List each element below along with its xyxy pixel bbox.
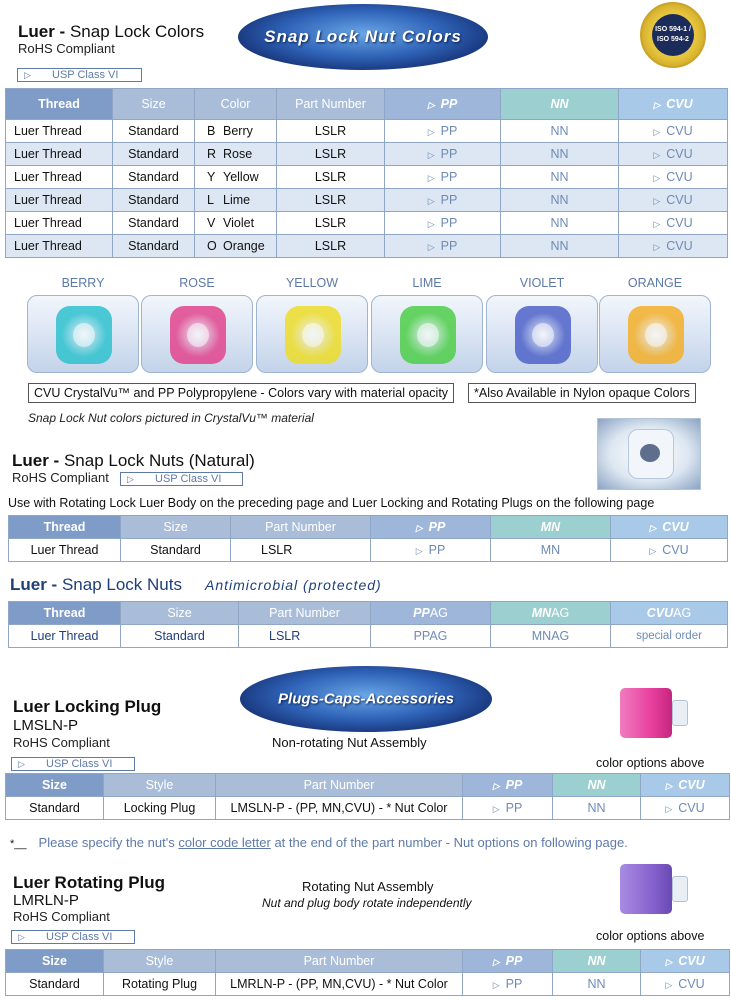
section5-rohs: RoHS Compliant (13, 909, 110, 924)
section3-subtitle: Antimicrobial (protected) (205, 577, 382, 593)
locking-plug-table: Size Style Part Number ▷ PP NN ▷ CVU Standard Locking Plug LMSLN-P - (PP, MN,CVU) - * Nut Color ▷ PP NN ▷ CVU (5, 773, 730, 820)
material-note: CVU CrystalVu™ and PP Polypropylene - Colors vary with material opacity (28, 383, 454, 403)
nut-image (170, 306, 226, 364)
col-thread: Thread (6, 89, 113, 120)
footnote: *__ Please specify the nut's color code letter at the end of the part number - Nut options on following page. (10, 835, 628, 850)
nut-image (56, 306, 112, 364)
nut-image (400, 306, 456, 364)
section4-usp-badge: ▷ USP Class VI (11, 757, 135, 771)
section5-title: Luer Rotating Plug (13, 873, 166, 892)
section5-usp-badge: ▷ USP Class VI (11, 930, 135, 944)
col-color: Color (195, 89, 277, 120)
section2-title: Luer - Snap Lock Nuts (Natural) (12, 451, 255, 470)
section2-usp-badge: ▷ USP Class VI (120, 472, 243, 486)
rotating-plug-photo (612, 864, 692, 914)
section1-usp-badge: ▷ USP Class VI (17, 68, 142, 82)
section2-description: Use with Rotating Lock Luer Body on the preceding page and Luer Locking and Rotating Plugs on the following page (8, 496, 655, 510)
natural-nut-photo (597, 418, 701, 490)
swatch-rose (141, 295, 253, 373)
pictured-note: Snap Lock Nut colors pictured in CrystalVu™ material (28, 411, 314, 425)
antimicrobial-table: Thread Size Part Number PPAG MNAG CVUAG Luer Thread Standard LSLR PPAG MNAG special order (8, 601, 728, 648)
swatch-label-berry: BERRY (61, 276, 105, 290)
swatch-berry (27, 295, 139, 373)
color-code-link[interactable]: color code letter (178, 835, 271, 850)
section5-assembly-note: Nut and plug body rotate independently (262, 896, 472, 910)
triangle-icon: ▷ (24, 70, 31, 80)
swatch-label-lime: LIME (412, 276, 442, 290)
nut-image (285, 306, 341, 364)
rotating-plug-table: Size Style Part Number ▷ PP NN ▷ CVU Standard Rotating Plug LMRLN-P - (PP, MN,CVU) - * Nut Color ▷ PP NN ▷ CVU (5, 949, 730, 996)
snap-lock-banner: Snap Lock Nut Colors (238, 4, 488, 70)
swatch-violet (486, 295, 598, 373)
swatch-label-yellow: YELLOW (285, 276, 339, 290)
table-row: Luer Thread Standard V Violet LSLR ▷ PP NN ▷ CVU (6, 212, 728, 235)
section1-title: Luer - Snap Lock Colors (18, 22, 205, 41)
section4-color-options: color options above (596, 756, 705, 770)
table-row: Luer Thread Standard Y Yellow LSLR ▷ PP NN ▷ CVU (6, 166, 728, 189)
col-pp: ▷ PP (385, 89, 501, 120)
section4-title: Luer Locking Plug (13, 697, 162, 716)
nut-image (628, 306, 684, 364)
col-nn: NN (501, 89, 619, 120)
section4-assembly: Non-rotating Nut Assembly (272, 735, 427, 750)
colors-table (5, 88, 728, 258)
col-size: Size (113, 89, 195, 120)
swatch-label-violet: VIOLET (519, 276, 565, 290)
nylon-note: *Also Available in Nylon opaque Colors (468, 383, 696, 403)
swatch-yellow (256, 295, 368, 373)
section5-part: LMRLN-P (13, 892, 79, 909)
triangle-icon: ▷ (18, 932, 25, 942)
table-row: Luer Thread Standard B Berry LSLR ▷ PP NN ▷ CVU (6, 120, 728, 143)
section3-title: Luer - Snap Lock Nuts (10, 575, 182, 594)
section5-color-options: color options above (596, 929, 705, 943)
section2-rohs: RoHS Compliant (12, 470, 109, 485)
table-row: Luer Thread Standard R Rose LSLR ▷ PP NN ▷ CVU (6, 143, 728, 166)
iso-seal: ISO 594-1 / ISO 594-2 (640, 2, 706, 68)
swatch-orange (599, 295, 711, 373)
table-row: Luer Thread Standard L Lime LSLR ▷ PP NN ▷ CVU (6, 189, 728, 212)
section4-part: LMSLN-P (13, 717, 79, 734)
section1-rohs: RoHS Compliant (18, 41, 115, 56)
section4-rohs: RoHS Compliant (13, 735, 110, 750)
swatch-label-rose: ROSE (179, 276, 215, 290)
triangle-icon: ▷ (127, 474, 134, 484)
col-cvu: ▷ CVU (619, 89, 728, 120)
col-part-number: Part Number (277, 89, 385, 120)
plugs-caps-banner: Plugs-Caps-Accessories (240, 666, 492, 732)
table-row: Luer Thread Standard O Orange LSLR ▷ PP NN ▷ CVU (6, 235, 728, 258)
natural-table: Thread Size Part Number ▷ PP MN ▷ CVU Luer Thread Standard LSLR ▷ PP MN ▷ CVU (8, 515, 728, 562)
swatch-label-orange: ORANGE (627, 276, 683, 290)
triangle-icon: ▷ (18, 759, 25, 769)
locking-plug-photo (612, 688, 692, 738)
swatch-lime (371, 295, 483, 373)
nut-image (515, 306, 571, 364)
section5-assembly: Rotating Nut Assembly (302, 879, 434, 894)
